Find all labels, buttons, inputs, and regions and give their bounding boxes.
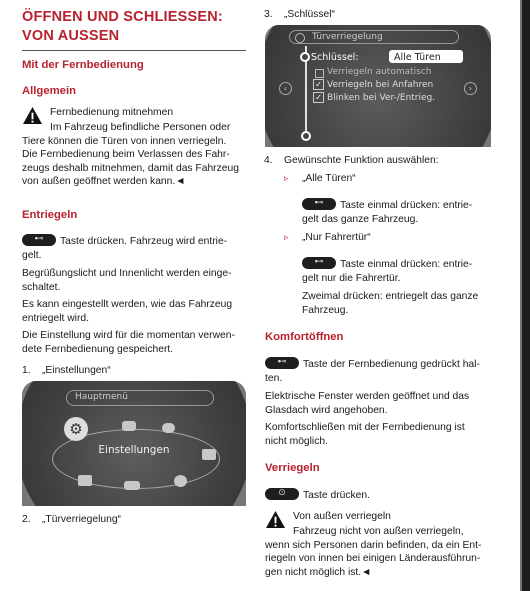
selector-knob-bottom [301,131,311,141]
option-auto-lock[interactable]: Verriegeln automatisch [327,67,432,77]
page-title: ÖFFNEN UND SCHLIESSEN: VON AUSSEN [22,9,223,44]
main-menu-selected-label: Einstellungen [98,444,170,456]
step-1-number: 1. [22,365,31,376]
page-edge-bar [520,0,530,591]
step-2-number: 2. [22,514,31,525]
bullet-a-icon: ▹ [284,173,289,183]
warning-title-verriegeln: Von außen verriegeln [293,511,391,522]
verriegeln-instruction: ⊙ Taste drücken. [265,488,370,503]
heading-allgemein: Allgemein [22,85,76,97]
arrow-right-icon[interactable]: › [464,82,477,95]
main-menu-screen [22,381,246,506]
step-3-text: „Schlüssel“ [284,9,335,20]
warning-title-allgemein: Fernbedienung mitnehmen [50,107,174,118]
door-lock-header: Türverriegelung [289,30,459,44]
menu-icon-phone[interactable] [174,475,187,487]
menu-icon-nav[interactable] [162,423,175,433]
door-lock-screen [265,25,491,147]
menu-icon-book[interactable] [202,449,216,460]
entriegeln-instruction: ⊷ Taste drücken. Fahrzeug wird entrie- gelt. [22,234,228,261]
main-menu-header: Hauptmenü [66,390,214,406]
step-2-text: „Türverriegelung“ [42,514,121,525]
entriegeln-text-setting: Es kann eingestellt werden, wie das Fahrzeug entriegelt wird. [22,299,233,324]
step-3-number: 3. [264,9,273,20]
title-divider [22,50,246,51]
entriegeln-text-lights: Begrüßungslicht und Innenlicht werden einge- schaltet. [22,268,232,293]
lock-key-icon: ⊙ [265,488,299,500]
step-4-number: 4. [264,155,273,166]
checkbox-lock-drive[interactable]: ✓ [313,79,324,90]
option-blink[interactable]: Blinken bei Ver-/Entrieg. [327,93,436,103]
komfort-closing: Komfortschließen mit der Fernbedienung ist nicht möglich. [265,422,465,447]
option-nur-fahrertuer-twice: Zweimal drücken: entriegelt das ganze Fahrzeug. [302,291,479,316]
step-4-text: Gewünschte Funktion auswählen: [284,155,439,166]
key-option-value[interactable]: Alle Türen [389,50,463,63]
option-alle-tueren-desc: ⊷ Taste einmal drücken: entrie- gelt das ganze Fahrzeug. [302,198,473,225]
menu-icon-car[interactable] [124,481,140,490]
unlock-key-icon: ⊷ [302,198,336,210]
unlock-key-icon: ⊷ [22,234,56,246]
menu-icon-radio[interactable] [78,475,92,486]
key-option-label[interactable]: Schlüssel: [311,52,359,63]
unlock-key-icon: ⊷ [302,257,336,269]
warning-text-allgemein: Im Fahrzeug befindliche Personen oder Tiere können die Türen von innen verriegeln. Die Fernbedienung beim Verlassen des Fahr- zeugs deshalb mitnehmen, damit das Fahrzeug von außen geöffnet werden kann.◄ [22,122,239,187]
option-nur-fahrertuer: „Nur Fahrertür“ [302,232,371,243]
bullet-b-icon: ▹ [284,232,289,242]
heading-entriegeln: Entriegeln [22,209,78,221]
komfort-windows: Elektrische Fenster werden geöffnet und das Glasdach wird angehoben. [265,391,470,416]
arrow-left-icon[interactable]: ‹ [279,82,292,95]
checkbox-blink[interactable]: ✓ [313,92,324,103]
option-lock-drive[interactable]: Verriegeln bei Anfahren [327,80,434,90]
step-1-text: „Einstellungen“ [42,365,111,376]
warning-text-verriegeln: Fahrzeug nicht von außen verriegeln, wenn sich Personen darin befinden, da ein Ent- riegeln von innen bei einigen Länderausführun- gen nicht möglich ist.◄ [265,526,482,578]
komfort-instruction: ⊷ Taste der Fernbedienung gedrückt hal- ten. [265,357,480,384]
heading-verriegeln: Verriegeln [265,462,320,474]
unlock-key-icon: ⊷ [265,357,299,369]
option-nur-fahrertuer-desc: ⊷ Taste einmal drücken: entrie- gelt nur die Fahrertür. [302,257,473,284]
settings-gear-icon[interactable]: ⚙ [64,417,88,441]
checkbox-auto-lock[interactable] [315,69,324,78]
entriegeln-text-saved: Die Einstellung wird für die momentan verwen- dete Fernbedienung gespeichert. [22,330,235,355]
menu-icon-media[interactable] [122,421,136,431]
section-heading-remote: Mit der Fernbedienung [22,59,144,71]
heading-komfortoeffnen: Komfortöffnen [265,331,344,343]
lock-settings-icon [295,33,305,43]
selector-knob-top [300,52,310,62]
option-alle-tueren: „Alle Türen“ [302,173,356,184]
